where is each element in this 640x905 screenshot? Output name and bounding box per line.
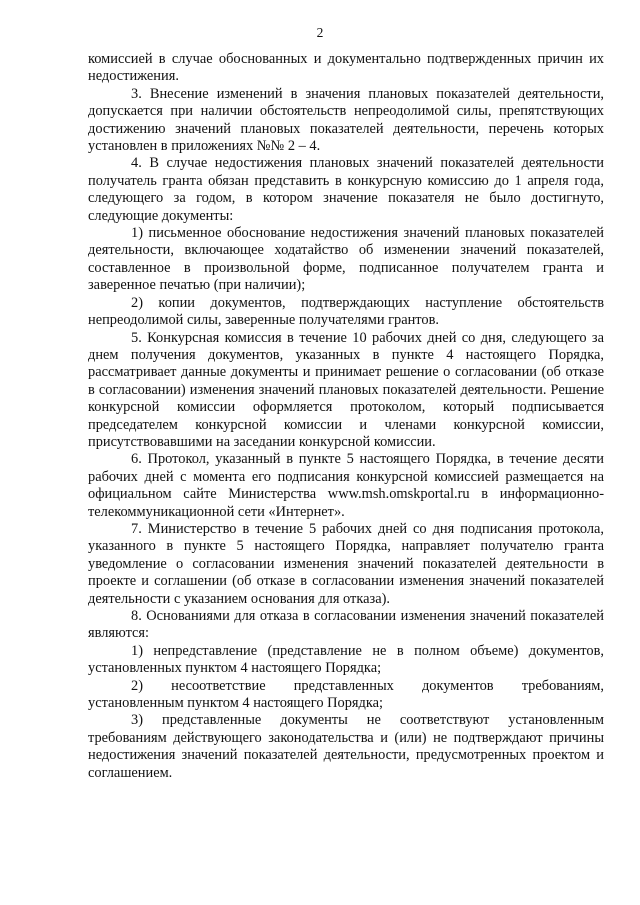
paragraph-item-4-subitem-1: 1) письменное обоснование недостижения значений плановых показателей деятельности, включающее ходатайство об изменении значений показателей, составленное в произвольной форме, подписанное получателем гранта и заверенное печатью (при наличии); — [88, 225, 604, 294]
paragraph-item-8: 8. Основаниями для отказа в согласовании изменения значений показателей являются: — [88, 608, 604, 642]
paragraph-item-6: 6. Протокол, указанный в пункте 5 настоящего Порядка, в течение десяти рабочих дней с момента его подписания конкурсной комиссией размещается на официальном сайте Министерства www.msh.omskportal.ru в информационно-телекоммуникационной сети «Интернет». — [88, 451, 604, 520]
paragraph-item-5: 5. Конкурсная комиссия в течение 10 рабочих дней со дня, следующего за днем получения документов, указанных в пункте 4 настоящего Порядка, рассматривает данные документы и принимает решение о согласовании (об отказе в согласовании) изменения значений плановых показателей деятельности. Решение конкурсной комиссии оформляется протоколом, который подписывается председателем конкурсной комиссии и членами конкурсной комиссии, присутствовавшими на заседании конкурсной комиссии. — [88, 329, 604, 450]
paragraph-item-4: 4. В случае недостижения плановых значений показателей деятельности получатель гранта обязан представить в конкурсную комиссию до 1 апреля года, следующего за годом, в котором значение показателя не было достигнуто, следующие документы: — [88, 155, 604, 224]
paragraph-item-4-subitem-2: 2) копии документов, подтверждающих наступление обстоятельств непреодолимой силы, заверенные получателями грантов. — [88, 294, 604, 329]
paragraph-continuation: комиссией в случае обоснованных и документально подтвержденных причин их недостижения. — [88, 51, 604, 85]
paragraph-item-8-subitem-2: 2) несоответствие представленных документов требованиям, установленным пунктом 4 настоящего Порядка; — [88, 677, 604, 712]
page-number: 2 — [316, 25, 324, 40]
paragraph-item-3: 3. Внесение изменений в значения плановых показателей деятельности, допускается при наличии обстоятельств непреодолимой силы, препятствующих достижению значений плановых показателей деятельности, перечень которых установлен в приложениях №№ 2 – 4. — [88, 85, 604, 155]
paragraph-item-8-subitem-1: 1) непредставление (представление не в полном объеме) документов, установленных пунктом 4 настоящего Порядка; — [88, 642, 604, 677]
document-body — [88, 51, 604, 782]
paragraph-item-7: 7. Министерство в течение 5 рабочих дней со дня подписания протокола, указанного в пункте 5 настоящего Порядка, направляет получателю гранта уведомление о согласовании изменения значений показателей деятельности в проекте и соглашении (об отказе в согласовании изменения значений показателей деятельности с указанием основания для отказа). — [88, 520, 604, 607]
paragraph-item-8-subitem-3: 3) представленные документы не соответствуют установленным требованиям действующего законодательства и (или) не подтверждают причины недостижения значений показателей деятельности, предусмотренных проектом и соглашением. — [88, 712, 604, 781]
